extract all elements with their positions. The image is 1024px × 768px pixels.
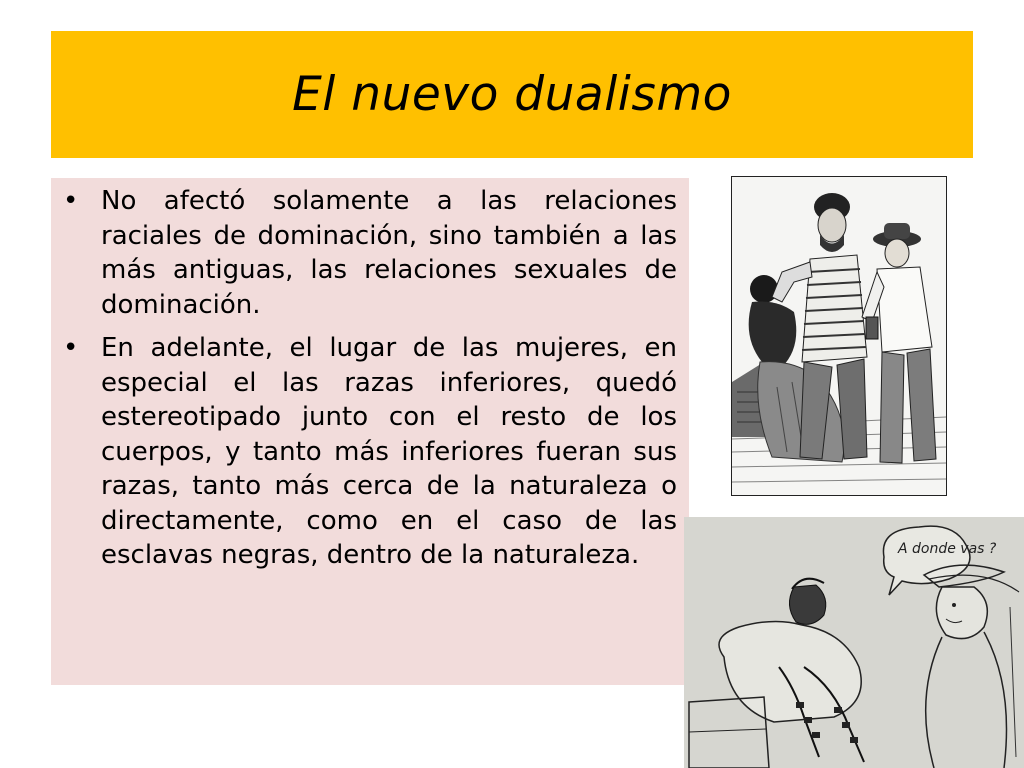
engraving-icon	[732, 177, 946, 495]
bullet-item	[59, 184, 677, 322]
speech-bubble-text: A donde vas ?	[898, 541, 997, 557]
bullet-text: En adelante, el lugar de las mujeres, en especial el las razas inferiores, quedó estereotipado junto con el resto de los cuerpos, y tanto más inferiores fueran sus razas, tanto más cerca de la naturaleza o directamente, como en el caso de las esclavas negras, dentro de la naturaleza.	[101, 333, 677, 570]
bullet-item	[59, 331, 677, 573]
bullet-text: No afectó solamente a las relaciones raciales de dominación, sino también a las más antiguas, las relaciones sexuales de dominación.	[101, 186, 677, 320]
bullet-list	[59, 184, 677, 573]
slide-title: El nuevo dualismo	[292, 67, 732, 122]
content-text-box	[51, 178, 689, 685]
cartoon-illustration	[684, 517, 1024, 768]
cartoon-icon	[684, 517, 1024, 768]
bullet-dot-icon: •	[63, 333, 79, 363]
bullet-dot-icon: •	[63, 186, 79, 216]
engraving-illustration	[731, 176, 947, 496]
title-bar	[51, 31, 973, 158]
